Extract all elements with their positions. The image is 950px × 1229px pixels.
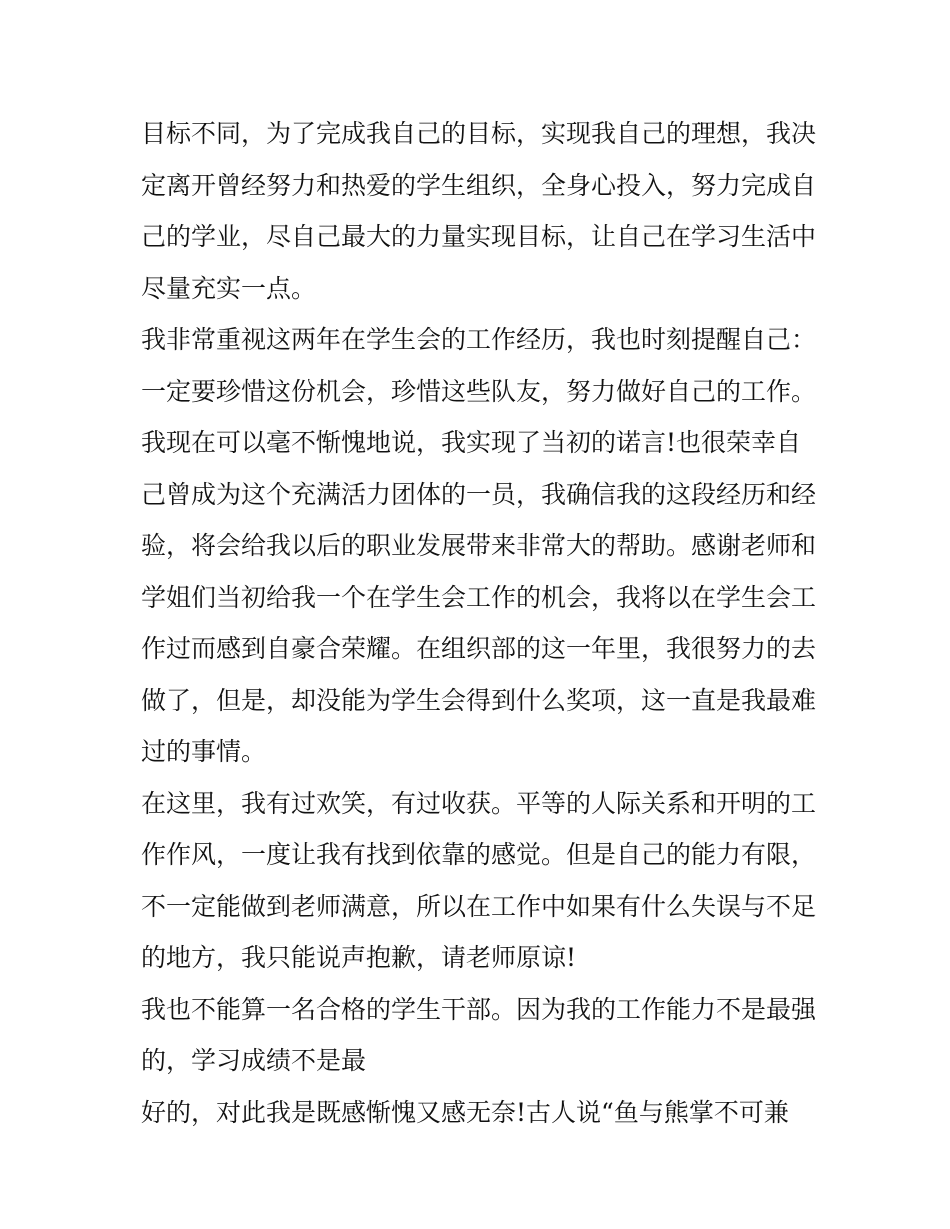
- text-line: 过的事情。: [141, 737, 267, 766]
- text-line: 不一定能做到老师满意，所以在工作中如果有什么失误与不足: [141, 891, 817, 921]
- text-line: 一定要珍惜这份机会，珍惜这些队友，努力做好自己的工作。: [141, 376, 817, 406]
- text-line: 的地方，我只能说声抱歉，请老师原谅!: [141, 943, 577, 972]
- text-line: 己的学业，尽自己最大的力量实现目标，让自己在学习生活中: [141, 222, 817, 251]
- text-line: 学姐们当初给我一个在学生会工作的机会，我将以在学生会工: [141, 582, 817, 612]
- text-line: 验，将会给我以后的职业发展带来非常大的帮助。感谢老师和: [141, 531, 817, 560]
- text-line: 目标不同，为了完成我自己的目标，实现我自己的理想，我决: [141, 119, 817, 148]
- text-line: 好的，对此我是既感惭愧又感无奈!古人说“鱼与熊掌不可兼: [141, 1097, 789, 1127]
- text-line: 作过而感到自豪合荣耀。在组织部的这一年里，我很努力的去: [141, 634, 817, 663]
- text-line: 做了，但是，却没能为学生会得到什么奖项，这一直是我最难: [141, 685, 817, 715]
- document-body: [141, 108, 831, 1138]
- text-line: 定离开曾经努力和热爱的学生组织，全身心投入，努力完成自: [141, 170, 817, 200]
- text-line: 尽量充实一点。: [141, 273, 317, 303]
- text-line: 己曾成为这个充满活力团体的一员，我确信我的这段经历和经: [141, 479, 817, 509]
- text-line: 我也不能算一名合格的学生干部。因为我的工作能力不是最强: [141, 994, 817, 1024]
- text-line: 作作风，一度让我有找到依靠的感觉。但是自己的能力有限，: [141, 840, 817, 869]
- text-line: 在这里，我有过欢笑，有过收获。平等的人际关系和开明的工: [141, 788, 817, 818]
- text-line: 我现在可以毫不惭愧地说，我实现了当初的诺言!也很荣幸自: [141, 428, 802, 457]
- text-line: 的，学习成绩不是最: [141, 1046, 367, 1075]
- text-line: 我非常重视这两年在学生会的工作经历，我也时刻提醒自己：: [141, 325, 817, 354]
